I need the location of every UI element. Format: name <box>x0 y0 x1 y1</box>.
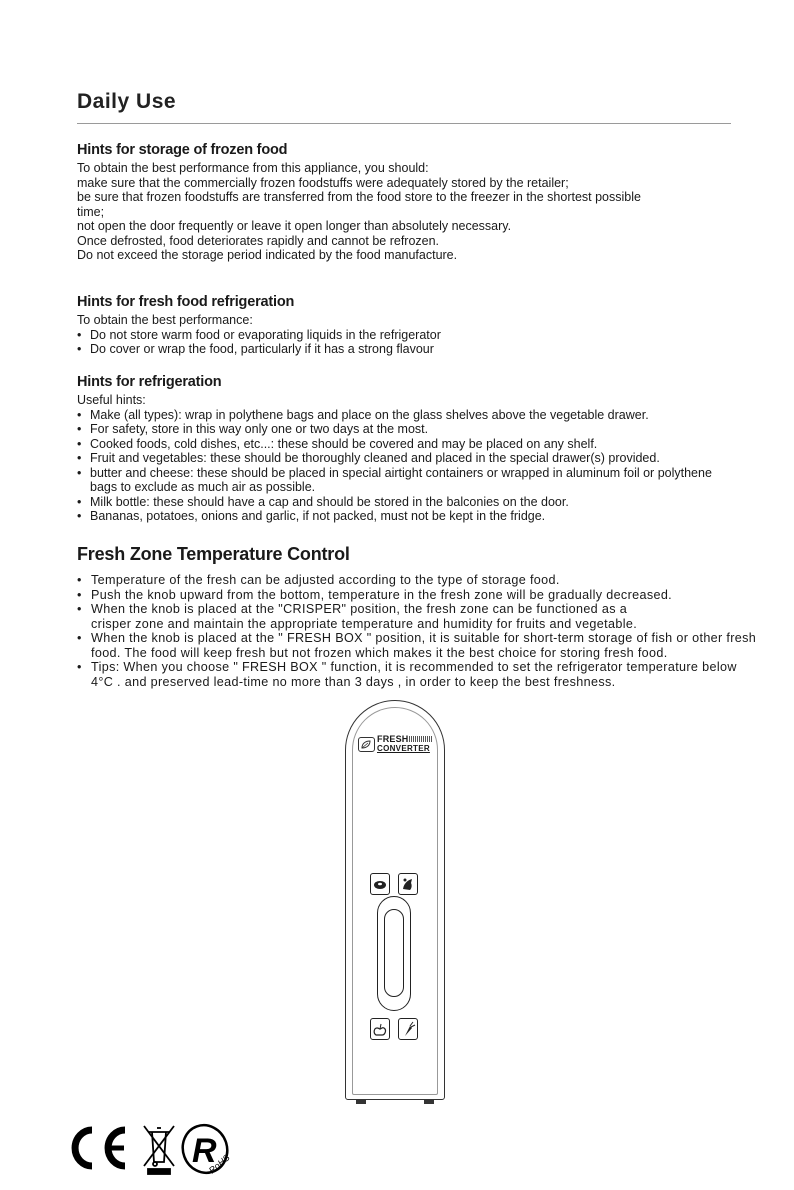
list-item: • Make (all types): wrap in polythene bags and place on the glass shelves above the vegetable drawer. <box>77 408 737 423</box>
leaf-logo-icon <box>358 737 375 752</box>
vegetable-icon <box>398 1018 418 1040</box>
list-item: • Push the knob upward from the bottom, temperature in the fresh zone will be gradually decreased. <box>77 588 777 603</box>
list-item: • Fruit and vegetables: these should be thoroughly cleaned and placed in the special drawer(s) provided. <box>77 451 737 466</box>
list-item: • Tips: When you choose " FRESH BOX " function, it is recommended to set the refrigerator temperature below 4°C . and preserved lead-time no more than 3 days , in order to keep the best freshness. <box>77 660 751 689</box>
refrigeration-list <box>77 408 737 524</box>
fresh-food-intro: To obtain the best performance: <box>77 313 253 327</box>
section-fresh-zone <box>77 544 777 689</box>
list-item: • For safety, store in this way only one or two days at the most. <box>77 422 737 437</box>
list-item: • Do not store warm food or evaporating liquids in the refrigerator <box>77 328 777 343</box>
title-divider <box>77 123 731 124</box>
knob-slot <box>377 896 411 1011</box>
brand-pattern <box>409 736 433 742</box>
list-item: • When the knob is placed at the "CRISPER" position, the fresh zone can be functioned as a crisper zone and maintain the appropriate temperature and humidity for fruits and vegetable. <box>77 602 671 631</box>
rohs-mark-text: RoHS <box>206 1152 232 1176</box>
list-item: • butter and cheese: these should be placed in special airtight containers or wrapped in aluminum foil or polythene bags to exclude as much air as possible. <box>77 466 720 495</box>
refrigeration-intro: Useful hints: <box>77 393 146 407</box>
ce-mark-icon <box>75 1130 125 1166</box>
frozen-line: Do not exceed the storage period indicated by the food manufacture. <box>77 248 458 262</box>
brand-fresh-text: FRESH <box>377 734 409 744</box>
fruit-icon <box>370 1018 390 1040</box>
meat-icon <box>370 873 390 895</box>
frozen-line: To obtain the best performance from this appliance, you should: <box>77 161 429 175</box>
list-item: • Cooked foods, cold dishes, etc...: these should be covered and may be placed on any shelf. <box>77 437 737 452</box>
fresh-food-heading: Hints for fresh food refrigeration <box>77 294 295 310</box>
list-item: • Bananas, potatoes, onions and garlic, if not packed, must not be kept in the fridge. <box>77 509 737 524</box>
converter-foot-left <box>356 1100 366 1104</box>
brand-converter-text: CONVERTER <box>377 744 430 753</box>
frozen-heading: Hints for storage of frozen food <box>77 142 288 158</box>
frozen-line: be sure that frozen foodstuffs are transferred from the food store to the freezer in the shortest possible <box>77 190 641 204</box>
list-item: • Milk bottle: these should have a cap and should be stored in the balconies on the door. <box>77 495 737 510</box>
fresh-zone-list <box>77 573 777 689</box>
list-item: • When the knob is placed at the " FRESH BOX " position, it is suitable for short-term storage of fish or other fresh food. The food will keep fresh but not frozen which makes it the best choice for storing fresh food. <box>77 631 781 660</box>
frozen-line: not open the door frequently or leave it open longer than absolutely necessary. <box>77 219 512 233</box>
page-title: Daily Use <box>77 90 177 113</box>
fresh-converter-illustration <box>345 700 445 1100</box>
knob-track[interactable] <box>384 909 404 997</box>
section-frozen-food <box>77 142 777 263</box>
refrigeration-heading: Hints for refrigeration <box>77 374 222 390</box>
frozen-line: make sure that the commercially frozen foodstuffs were adequately stored by the retailer; <box>77 175 569 190</box>
converter-foot-right <box>424 1100 434 1104</box>
r-rohs-mark-icon <box>176 1119 234 1179</box>
compliance-marks <box>62 1118 252 1180</box>
frozen-line: Once defrosted, food deteriorates rapidly and cannot be refrozen. <box>77 233 440 248</box>
list-item: • Do cover or wrap the food, particularly if it has a strong flavour <box>77 342 777 357</box>
list-item: • Temperature of the fresh can be adjusted according to the type of storage food. <box>77 573 777 588</box>
fish-icon <box>398 873 418 895</box>
frozen-line: time; <box>77 204 105 219</box>
r-mark-text: R <box>192 1132 217 1170</box>
section-refrigeration <box>77 374 777 524</box>
fresh-zone-heading: Fresh Zone Temperature Control <box>77 544 350 564</box>
fresh-food-list <box>77 328 777 357</box>
converter-brand <box>358 734 438 758</box>
section-fresh-food <box>77 294 777 357</box>
weee-bin-icon <box>144 1126 174 1174</box>
